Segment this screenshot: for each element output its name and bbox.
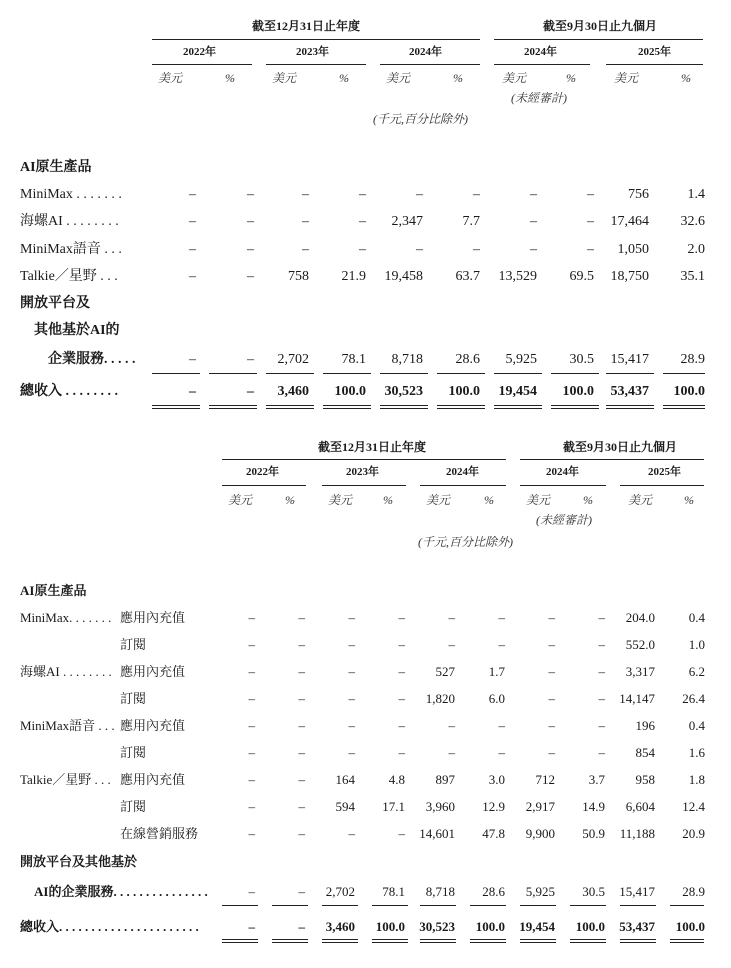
total-double-rule [420,939,456,943]
table-cell: – [298,745,305,760]
table-cell: – [298,610,305,625]
table-cell: – [548,664,555,679]
table-cell: 30.5 [582,884,605,899]
table-cell: 14,147 [619,691,655,706]
row-sublabel: 應用內充值 [120,610,186,625]
total-double-rule [520,939,556,943]
unit-usd: 美元 [502,71,527,85]
table-cell: 527 [435,664,455,679]
table-cell: 100.0 [448,384,480,399]
row-label: 企業服務. . . . . [48,352,136,367]
table-cell: 1.8 [688,772,705,787]
thousands-note: (千元,百分比除外) [418,535,513,549]
table-cell: – [398,637,405,652]
total-double-rule [494,405,542,409]
table-cell: 3,460 [325,919,355,934]
year-rule [606,64,703,65]
total-label: 總收入. . . . . . . . . . . . . . . . . . . . . . [20,919,199,934]
table-cell: 196 [635,718,655,733]
table-cell: 53,437 [610,384,649,399]
table-cell: – [448,610,455,625]
table-cell: 1.7 [488,664,505,679]
table-cell: – [248,745,255,760]
table-cell: – [302,242,309,257]
table-cell: 3,960 [425,799,455,814]
table-cell: 100.0 [334,384,366,399]
table-cell: – [398,826,405,841]
table-cell: 0.4 [688,610,705,625]
table-cell: – [398,718,405,733]
subtotal-rule [570,905,606,906]
total-label: 總收入 . . . . . . . . [20,384,118,399]
subtotal-rule [620,905,656,906]
table-cell: – [189,352,196,367]
table-cell: 53,437 [619,919,655,934]
table-cell: – [298,664,305,679]
table-cell: 28.9 [680,352,705,367]
table-cell: – [348,664,355,679]
table-cell: 100.0 [375,919,405,934]
table-cell: 12.4 [682,799,705,814]
table-cell: – [473,187,480,202]
table-cell: 11,188 [619,826,655,841]
table-cell: – [498,745,505,760]
table-cell: 78.1 [382,884,405,899]
table-cell: 594 [335,799,355,814]
table-cell: – [248,610,255,625]
row-label: 海螺AI . . . . . . . . [20,214,119,229]
total-double-rule [663,405,705,409]
year-header: 2022年 [246,466,279,478]
table-cell: 32.6 [680,214,705,229]
table-cell: – [473,242,480,257]
table-cell: 6,604 [625,799,655,814]
row-label: 開放平台及 [20,296,90,311]
group-header-year-end: 截至12月31日止年度 [318,440,427,454]
subtotal-rule [520,905,556,906]
total-double-rule [620,939,656,943]
row-sublabel: 應用內充值 [120,664,186,679]
table-cell: – [247,187,254,202]
table-cell: – [248,919,255,934]
row-sublabel: 應用內充值 [120,772,186,787]
table-cell: 958 [635,772,655,787]
total-double-rule [551,405,599,409]
subtotal-rule [420,905,456,906]
year-rule [380,64,480,65]
unit-pct: % [484,493,494,507]
table-cell: 14,601 [419,826,455,841]
table-cell: – [247,352,254,367]
group-header-nine-months: 截至9月30日止九個月 [563,440,678,454]
table-cell: 69.5 [569,269,594,284]
total-double-rule [437,405,485,409]
table-cell: – [247,214,254,229]
table-cell: 8,718 [425,884,455,899]
table-cell: 2,917 [525,799,555,814]
table-cell: 35.1 [680,269,705,284]
subtotal-rule [551,373,599,374]
table-cell: 15,417 [610,352,649,367]
table-cell: 2.0 [687,242,705,257]
table-cell: 12.9 [482,799,505,814]
row-sublabel: 訂閱 [120,691,147,706]
year-header: 2023年 [346,466,379,478]
table-cell: – [348,691,355,706]
table-cell: – [298,884,305,899]
subtotal-rule [380,373,428,374]
unit-usd: 美元 [426,493,451,507]
table-cell: – [359,214,366,229]
subtotal-rule [663,373,705,374]
table-cell: 2,347 [391,214,423,229]
table-cell: – [448,718,455,733]
subtotal-rule [322,905,358,906]
unit-pct: % [383,493,393,507]
table-cell: 756 [628,187,649,202]
table-cell: 5,925 [505,352,537,367]
unit-usd: 美元 [386,71,411,85]
table-cell: – [548,691,555,706]
table-cell: – [598,745,605,760]
total-double-rule [372,939,408,943]
year-header: 2025年 [648,466,681,478]
table-cell: – [248,637,255,652]
table-cell: 50.9 [582,826,605,841]
subtotal-rule [272,905,308,906]
unit-pct: % [285,493,295,507]
table-cell: – [248,718,255,733]
section-title: AI原生產品 [20,160,92,175]
row-label: MiniMax . . . . . . . [20,187,122,202]
row-sublabel: 訂閱 [120,745,147,760]
table-cell: – [298,691,305,706]
table-cell: – [598,664,605,679]
subtotal-rule [494,373,542,374]
subtotal-rule [323,373,371,374]
table-cell: 8,718 [391,352,423,367]
table-cell: – [587,214,594,229]
table-cell: 204.0 [625,610,655,625]
group-header-year-end: 截至12月31日止年度 [252,19,361,33]
year-rule [520,485,606,486]
subtotal-rule [209,373,257,374]
subtotal-rule [222,905,258,906]
table-cell: – [348,745,355,760]
table-cell: – [598,718,605,733]
row-sublabel: 在線營銷服務 [120,826,199,841]
table-cell: 758 [288,269,309,284]
table-cell: – [548,745,555,760]
table-cell: – [359,242,366,257]
unit-pct: % [225,71,235,85]
table-cell: 15,417 [619,884,655,899]
subtotal-rule [470,905,506,906]
table-cell: – [189,384,196,399]
table-cell: – [298,637,305,652]
table-cell: 897 [435,772,455,787]
table-cell: – [302,187,309,202]
table-cell: 13,529 [498,269,537,284]
unit-usd: 美元 [228,493,253,507]
year-rule [266,64,366,65]
year-header: 2024年 [409,46,442,58]
row-sublabel: 訂閱 [120,799,147,814]
row-label: 其他基於AI的 [34,323,120,338]
table-cell: 100.0 [562,384,594,399]
table-cell: 1.0 [688,637,705,652]
group-header-nine-months: 截至9月30日止九個月 [543,19,658,33]
unit-usd: 美元 [158,71,183,85]
total-double-rule [570,939,606,943]
table-cell: 14.9 [582,799,605,814]
year-rule [322,485,406,486]
table-cell: – [298,772,305,787]
row-label: Talkie／星野 . . . [20,269,118,284]
year-header: 2022年 [183,46,216,58]
subtotal-rule [670,905,704,906]
table-cell: 1,820 [425,691,455,706]
unit-usd: 美元 [614,71,639,85]
table-cell: – [189,269,196,284]
year-header: 2024年 [524,46,557,58]
table-cell: 3.0 [488,772,505,787]
header-rule [520,459,704,460]
total-double-rule [380,405,428,409]
table-cell: – [248,826,255,841]
table-cell: 7.7 [462,214,480,229]
table-cell: 100.0 [475,919,505,934]
total-double-rule [606,405,654,409]
table-cell: – [248,691,255,706]
table-cell: 78.1 [341,352,366,367]
unit-pct: % [684,493,694,507]
table-cell: – [247,384,254,399]
table-cell: 854 [635,745,655,760]
year-rule [620,485,704,486]
subtotal-rule [266,373,314,374]
table-cell: – [189,242,196,257]
table-cell: – [248,664,255,679]
unit-usd: 美元 [526,493,551,507]
table-cell: 21.9 [341,269,366,284]
table-cell: 20.9 [682,826,705,841]
table-cell: – [248,772,255,787]
table-cell: 4.8 [388,772,405,787]
table-cell: 47.8 [482,826,505,841]
table-cell: – [348,718,355,733]
table-cell: 100.0 [575,919,605,934]
unit-usd: 美元 [272,71,297,85]
row-sublabel: 訂閱 [120,637,147,652]
table-cell: 5,925 [525,884,555,899]
table-cell: – [598,637,605,652]
total-double-rule [470,939,506,943]
table-cell: – [448,745,455,760]
table-cell: – [189,214,196,229]
table-cell: 164 [335,772,355,787]
table-cell: – [298,826,305,841]
unit-pct: % [339,71,349,85]
table-cell: 2,702 [277,352,309,367]
table-cell: 0.4 [688,718,705,733]
unit-usd: 美元 [328,493,353,507]
table-cell: – [247,242,254,257]
table-cell: – [398,610,405,625]
table-cell: – [530,187,537,202]
table-cell: – [548,610,555,625]
table-cell: – [398,664,405,679]
row-label: MiniMax. . . . . . . [20,610,112,625]
table-cell: – [448,637,455,652]
year-header: 2024年 [446,466,479,478]
table-cell: 100.0 [673,384,705,399]
unit-pct: % [681,71,691,85]
total-double-rule [209,405,257,409]
year-rule [222,485,306,486]
table-cell: – [298,799,305,814]
total-double-rule [323,405,371,409]
table-cell: 28.6 [482,884,505,899]
table-cell: – [189,187,196,202]
row-sublabel: 應用內充值 [120,718,186,733]
table-cell: 19,454 [519,919,555,934]
total-double-rule [322,939,358,943]
table-cell: 28.6 [455,352,480,367]
year-header: 2024年 [546,466,579,478]
table-cell: 100.0 [675,919,705,934]
unit-pct: % [453,71,463,85]
table-cell: 1.4 [687,187,705,202]
table-cell: – [530,214,537,229]
table-cell: 1,050 [617,242,649,257]
table-cell: – [298,919,305,934]
table-cell: 712 [535,772,555,787]
unaudited-note: (未經審計) [511,91,567,105]
table-cell: 26.4 [682,691,705,706]
row-label: Talkie／星野 . . . [20,772,111,787]
table-cell: – [359,187,366,202]
year-rule [420,485,506,486]
unaudited-note: (未經審計) [536,513,592,527]
header-rule [222,459,506,460]
table-cell: 3.7 [588,772,605,787]
table-cell: 3,317 [625,664,655,679]
table-cell: 28.9 [682,884,705,899]
table-cell: – [587,187,594,202]
table-cell: – [247,269,254,284]
row-label: 海螺AI . . . . . . . . [20,664,112,679]
table-cell: 6.2 [688,664,705,679]
total-double-rule [272,939,308,943]
table-cell: 19,458 [384,269,423,284]
subtotal-rule [372,905,408,906]
table-cell: – [348,610,355,625]
total-double-rule [670,939,704,943]
table-cell: 63.7 [455,269,480,284]
table-cell: – [530,242,537,257]
table-cell: – [548,637,555,652]
table-cell: 552.0 [625,637,655,652]
table-cell: 3,460 [277,384,309,399]
table-cell: – [398,745,405,760]
table-cell: 30,523 [419,919,455,934]
table-cell: – [548,718,555,733]
row-label: AI的企業服務. . . . . . . . . . . . . . . [34,884,208,899]
row-label: MiniMax語音 . . . [20,242,122,257]
total-double-rule [222,939,258,943]
table-cell: 19,454 [498,384,537,399]
row-label: 開放平台及其他基於 [20,854,138,869]
table-cell: – [587,242,594,257]
table-cell: – [398,691,405,706]
year-header: 2025年 [638,46,671,58]
table-cell: 17,464 [610,214,649,229]
header-rule [494,39,703,40]
table-cell: – [498,718,505,733]
section-title: AI原生產品 [20,583,87,598]
year-rule [152,64,252,65]
unit-pct: % [566,71,576,85]
total-double-rule [152,405,200,409]
row-label: MiniMax語音 . . . [20,718,115,733]
subtotal-rule [152,373,200,374]
table-cell: – [498,610,505,625]
table-cell: 17.1 [382,799,405,814]
table-cell: – [416,242,423,257]
unit-usd: 美元 [628,493,653,507]
table-cell: – [348,637,355,652]
table-cell: 6.0 [488,691,505,706]
table-cell: – [298,718,305,733]
total-double-rule [266,405,314,409]
year-header: 2023年 [296,46,329,58]
year-rule [494,64,590,65]
table-cell: 1.6 [688,745,705,760]
table-cell: – [598,610,605,625]
table-cell: – [498,637,505,652]
table-cell: – [348,826,355,841]
subtotal-rule [606,373,654,374]
subtotal-rule [437,373,485,374]
table-cell: – [302,214,309,229]
table-cell: 30.5 [569,352,594,367]
table-cell: 18,750 [610,269,649,284]
table-cell: – [248,799,255,814]
header-rule [152,39,480,40]
table-cell: 2,702 [325,884,355,899]
unit-pct: % [583,493,593,507]
table-cell: – [248,884,255,899]
table-cell: 30,523 [384,384,423,399]
table-cell: – [598,691,605,706]
thousands-note: (千元,百分比除外) [373,112,468,126]
table-cell: 9,900 [525,826,555,841]
table-cell: – [416,187,423,202]
